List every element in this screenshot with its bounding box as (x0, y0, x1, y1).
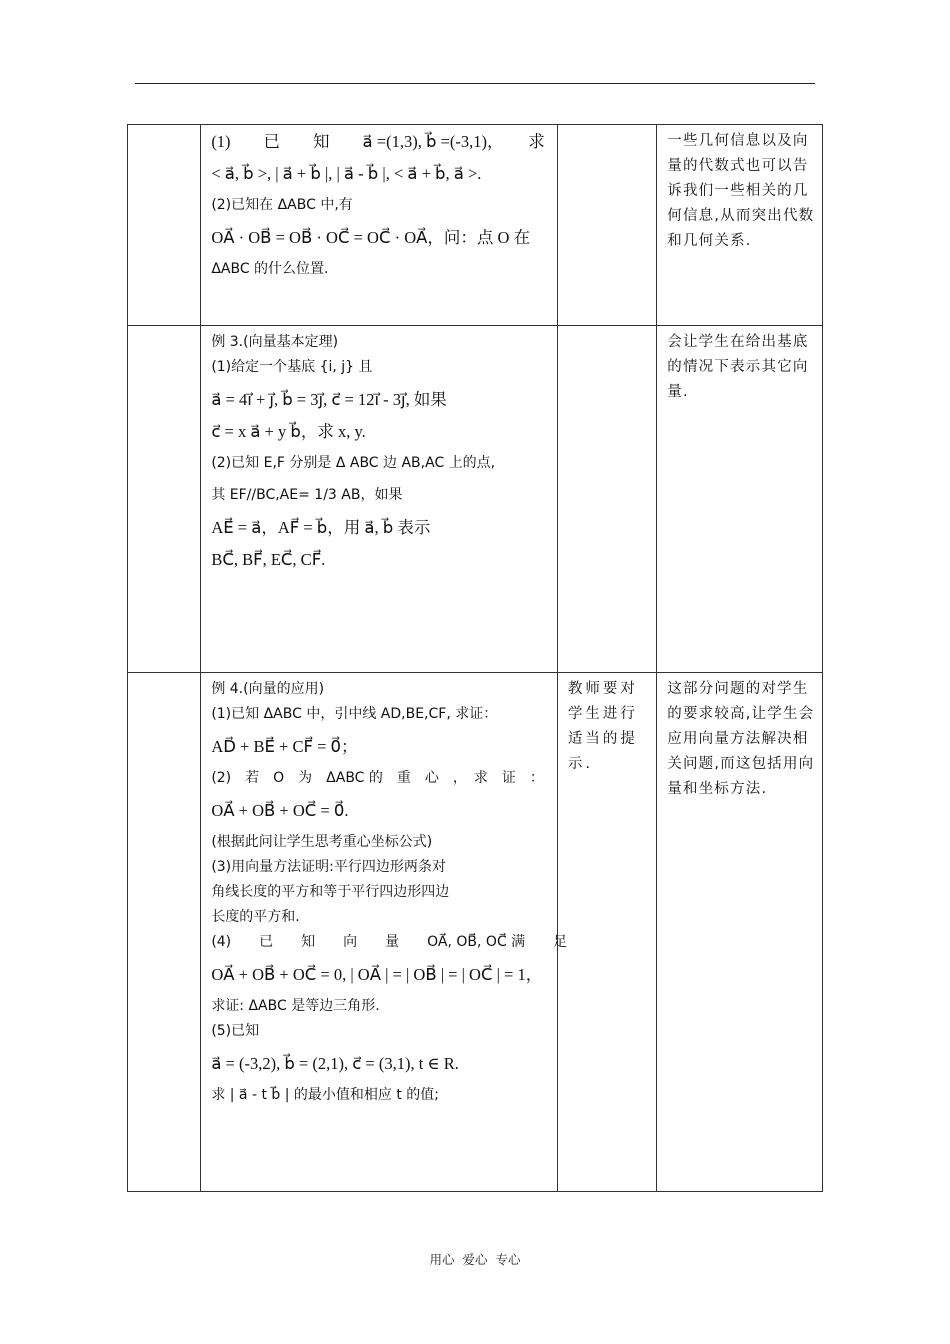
problem-line: (2)已知 E,F 分别是 Δ ABC 边 AB,AC 上的点, (211, 455, 496, 471)
table-row (128, 125, 823, 326)
blank-cell (128, 125, 201, 326)
example-title: 例 3.(向量基本定理) (211, 334, 339, 350)
teacher-hint: 教师要对学生进行适当的提示. (567, 681, 638, 772)
lesson-plan-table (127, 124, 823, 1192)
problem-line: (1)给定一个基底 {i, j} 且 (211, 359, 373, 375)
content-cell (201, 326, 558, 673)
teacher-hint (558, 326, 656, 334)
hint-cell (557, 326, 656, 673)
note-cell (657, 326, 823, 673)
design-note: 一些几何信息以及向量的代数式也可以告诉我们一些相关的几何信息,从而突出代数和几何关系. (667, 133, 815, 249)
problem-line: 长度的平方和. (211, 909, 300, 925)
problem-line: OA⃗ + OB⃗ + OC⃗ = 0⃗. (211, 801, 349, 820)
note-cell (657, 125, 823, 326)
problem-line: AD⃗ + BE⃗ + CF⃗ = 0⃗； (211, 737, 358, 756)
hint-cell (557, 673, 656, 1192)
blank-cell (128, 326, 201, 673)
problem-line: (2)已知在 ΔABC 中,有 (211, 197, 353, 213)
table-row (128, 326, 823, 673)
problem-line: OA⃗ · OB⃗ = OB⃗ · OC⃗ = OC⃗ · OA⃗，问：点 O 在 (211, 228, 531, 247)
problem-line: AE⃗ = a⃗，AF⃗ = b⃗，用 a⃗, b⃗ 表示 (211, 518, 431, 537)
problem-line: (5)已知 (211, 1023, 260, 1039)
note-cell (657, 673, 823, 1192)
design-note: 会让学生在给出基底的情况下表示其它向量. (667, 334, 809, 400)
problem-line: a⃗ = 4i⃗ + j⃗, b⃗ = 3j⃗, c⃗ = 12i⃗ - 3j⃗, 如果 (211, 390, 447, 409)
blank-cell (128, 673, 201, 1192)
problem-line: 角线长度的平方和等于平行四边形四边 (211, 884, 450, 900)
example-title: 例 4.(向量的应用) (211, 681, 325, 697)
design-note: 这部分问题的对学生的要求较高,让学生会应用向量方法解决相关问题,而这包括用向量和坐标方法. (667, 681, 815, 797)
problem-line: 其 EF//BC,AE= 1/3 AB，如果 (211, 487, 403, 503)
problem-line: BC⃗, BF⃗, EC⃗, CF⃗. (211, 550, 326, 569)
problem-line: (1)已知 ΔABC 中，引中线 AD,BE,CF, 求证： (211, 706, 498, 722)
problem-line: (1) 已 知 a⃗ =(1,3), b⃗ =(-3,1)， 求 (211, 132, 545, 151)
problem-line: 求 | a⃗ - t b⃗ | 的最小值和相应 t 的值; (211, 1087, 440, 1103)
content-cell (201, 673, 568, 1192)
header-rule (135, 83, 815, 84)
content-cell (201, 125, 558, 326)
page-footer: 用心 爱心 专心 (429, 1252, 521, 1267)
problem-line: a⃗ = (-3,2), b⃗ = (2,1), c⃗ = (3,1), t ∈ R. (211, 1054, 459, 1073)
table-row (128, 673, 823, 1192)
problem-line: < a⃗, b⃗ >, | a⃗ + b⃗ |, | a⃗ - b⃗ |, < a⃗ + b⃗, a⃗ >. (211, 164, 482, 183)
problem-line: (4) 已 知 向 量 OA⃗, OB⃗, OC⃗ 满 足 (211, 934, 568, 950)
problem-line: c⃗ = x a⃗ + y b⃗，求 x, y. (211, 422, 366, 441)
teacher-hint (558, 125, 656, 133)
problem-line: (根据此问让学生思考重心坐标公式) (211, 834, 433, 850)
problem-line: OA⃗ + OB⃗ + OC⃗ = 0, | OA⃗ | = | OB⃗ | = | OC⃗ | = 1， (211, 965, 543, 984)
problem-line: (2) 若 O 为 ΔABC 的 重 心 ， 求 证 ： (211, 770, 544, 786)
problem-line: 求证: ΔABC 是等边三角形. (211, 998, 380, 1014)
problem-line: ΔABC 的什么位置. (211, 261, 329, 277)
hint-cell (557, 125, 656, 326)
problem-line: (3)用向量方法证明:平行四边形两条对 (211, 859, 446, 875)
